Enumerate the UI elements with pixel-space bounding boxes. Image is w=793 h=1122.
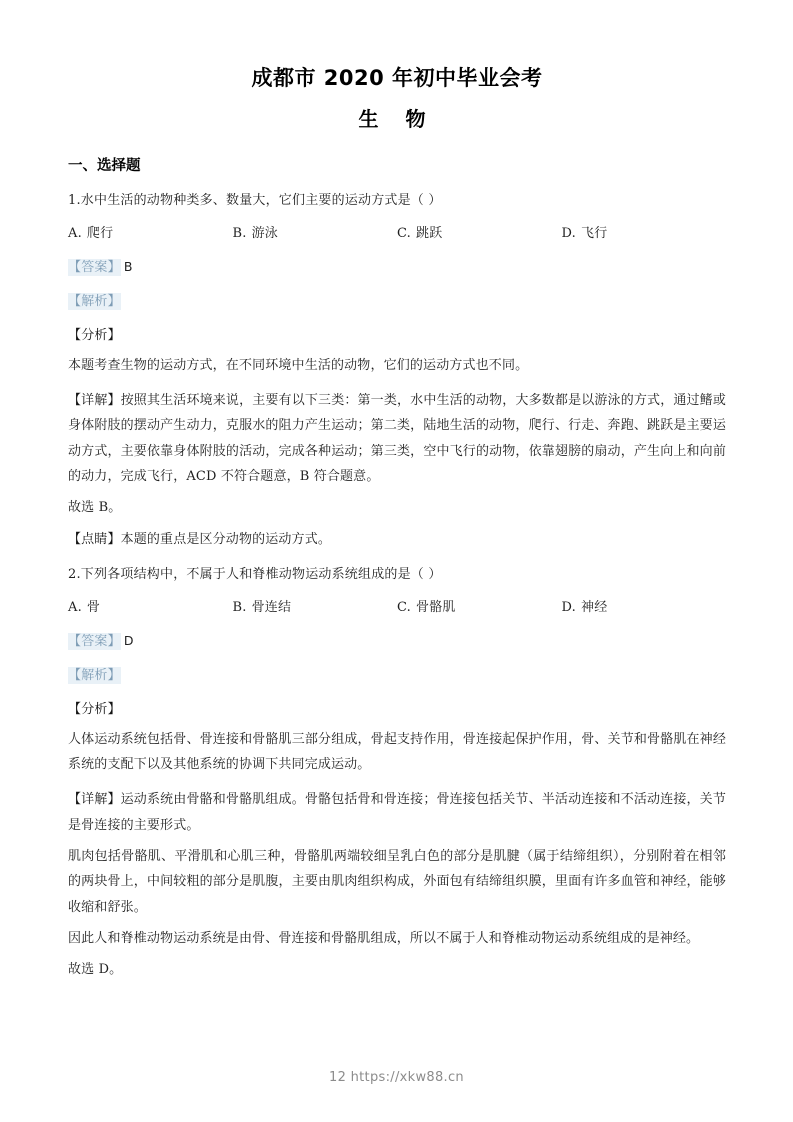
detail-paragraph-2: 肌肉包括骨骼肌、平滑肌和心肌三种，骨骼肌两端较细呈乳白色的部分是肌腱（属于结缔组织），分别附着在相邻的两块骨上，中间较粗的部分是肌腹，主要由肌肉组织构成，外面包有结缔组织膜，里面有许多血管和神经，能够收缩和舒张。 (68, 849, 726, 915)
option-b[interactable] (233, 598, 398, 618)
option-text: 飞行 (581, 226, 608, 242)
detail-text: 运动系统由骨骼和骨骼肌组成。骨骼包括骨和骨连接；骨连接包括关节、半活动连接和不活动连接，关节是骨连接的主要形式。 (68, 792, 726, 833)
detail-paragraph-3: 因此人和脊椎动物运动系统是由骨、骨连接和骨骼肌组成，所以不属于人和脊椎动物运动系统组成的是神经。 (68, 931, 700, 947)
analysis-paragraph: 本题考查生物的运动方式，在不同环境中生活的动物，它们的运动方式也不同。 (68, 357, 529, 373)
option-text: 跳跃 (416, 226, 443, 242)
option-d[interactable] (562, 598, 727, 618)
analysis-label: 【分析】 (68, 327, 121, 343)
option-text: 神经 (581, 600, 608, 616)
section-heading: 一、选择题 (68, 158, 141, 175)
detail-label: 【详解】 (68, 792, 121, 808)
option-letter: C. (397, 600, 412, 616)
option-c[interactable] (397, 598, 562, 618)
answer-value: B (123, 259, 133, 275)
analysis-header-label: 【解析】 (68, 668, 121, 684)
option-letter: D. (561, 600, 576, 616)
option-letter: D. (561, 226, 576, 242)
option-letter: A. (68, 600, 82, 616)
option-c[interactable] (397, 224, 562, 244)
analysis-header-line (68, 666, 726, 687)
detail-paragraph (68, 388, 726, 489)
option-a[interactable] (68, 598, 233, 618)
option-text: 游泳 (251, 226, 278, 242)
analysis-label-line (68, 700, 726, 721)
highlight-text: 本题的重点是区分动物的运动方式。 (120, 531, 332, 547)
highlight-label: 【点睛】 (68, 531, 121, 547)
highlight-paragraph (68, 527, 726, 552)
option-letter: A. (68, 226, 82, 242)
detail-text: 按照其生活环境来说，主要有以下三类：第一类，水中生活的动物，大多数都是以游泳的方式，通过鳍或身体附肢的摆动产生动力，克服水的阻力产生运动；第二类，陆地生活的动物，爬行、行走、奔跑、跳跃是主要运动方式，主要依靠身体附肢的活动，完成各种运动；第三类，空中飞行的动物，依靠翅膀的扇动，产生向上和向前的动力，完成飞行，ACD 不符合题意，B 符合题意。 (68, 392, 726, 484)
question-options (68, 598, 726, 618)
analysis-label: 【分析】 (68, 701, 121, 717)
question-stem: 2.下列各项结构中，不属于人和脊椎动物运动系统组成的是（ ） (68, 567, 442, 583)
option-letter: C. (397, 226, 412, 242)
analysis-label-line (68, 326, 726, 347)
conclusion-paragraph: 故选 D。 (68, 962, 123, 978)
option-b[interactable] (233, 224, 398, 244)
answer-value: D (123, 633, 134, 649)
answer-label: 【答案】 (68, 634, 121, 650)
question-options (68, 224, 726, 244)
option-letter: B. (232, 226, 247, 242)
answer-line (68, 631, 726, 653)
question-stem: 1.水中生活的动物种类多、数量大，它们主要的运动方式是（ ） (68, 192, 442, 208)
analysis-header-line (68, 292, 726, 313)
option-text: 骨骼肌 (416, 600, 456, 616)
analysis-paragraph: 人体运动系统包括骨、骨连接和骨骼肌三部分组成，骨起支持作用，骨连接起保护作用，骨、关节和骨骼肌在神经系统的支配下以及其他系统的协调下共同完成运动。 (68, 731, 726, 773)
page-title: 成都市 2020 年初中毕业会考 (251, 66, 543, 90)
document-content (68, 0, 726, 983)
option-a[interactable] (68, 224, 233, 244)
detail-paragraph (68, 787, 726, 838)
conclusion-paragraph: 故选 B。 (68, 500, 122, 516)
answer-label: 【答案】 (68, 260, 121, 276)
answer-line (68, 257, 726, 279)
page-subtitle: 生 物 (358, 107, 436, 132)
page-footer: 12 https://xkw88.cn (329, 1070, 464, 1085)
option-d[interactable] (562, 224, 727, 244)
detail-label: 【详解】 (68, 392, 121, 408)
option-text: 爬行 (86, 226, 114, 242)
option-text: 骨连结 (251, 600, 292, 616)
analysis-header-label: 【解析】 (68, 294, 121, 310)
option-text: 骨 (86, 600, 101, 616)
option-letter: B. (232, 600, 247, 616)
